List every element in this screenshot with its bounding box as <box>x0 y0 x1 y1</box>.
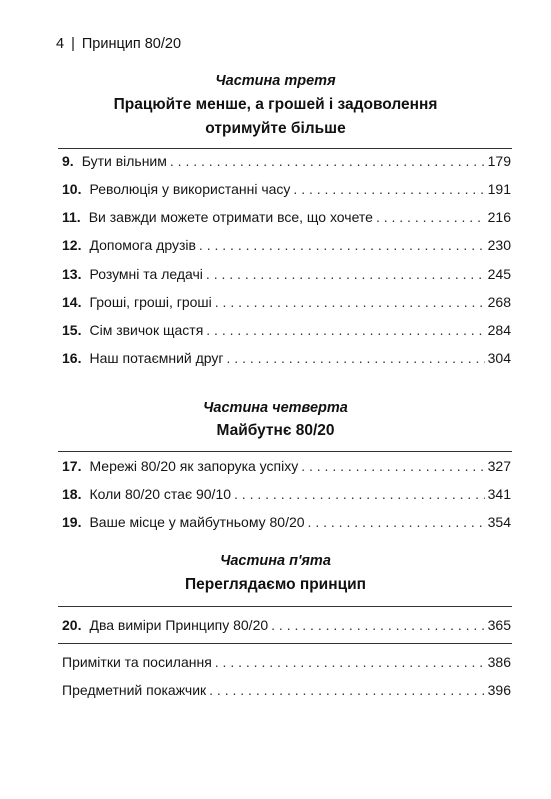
toc-entry[interactable] <box>62 486 511 504</box>
toc-entry-title: Коли 80/20 стає 90/10 <box>89 486 232 502</box>
toc-entry-page: 245 <box>487 266 511 282</box>
toc-entry[interactable] <box>62 322 511 340</box>
toc-dot-leader <box>215 654 485 670</box>
toc-entry-page: 341 <box>487 486 511 502</box>
toc-entry[interactable] <box>62 617 511 635</box>
part-four-divider <box>58 451 512 452</box>
part-five-title: Переглядаємо принцип <box>184 576 366 593</box>
toc-entry-number: 20. <box>62 617 82 633</box>
toc-entry-number: 13. <box>62 266 82 282</box>
toc-entry-page: 268 <box>487 294 511 310</box>
toc-entry-number: 19. <box>62 514 82 530</box>
part-four-label: Частина четверта <box>203 400 348 416</box>
toc-dot-leader <box>170 153 485 169</box>
part-three-title-line-2: отримуйте більше <box>205 120 346 137</box>
running-head <box>56 36 181 52</box>
toc-entry[interactable] <box>62 294 511 312</box>
toc-entry-number: 18. <box>62 486 82 502</box>
toc-entry-number: 11. <box>62 209 81 225</box>
toc-dot-leader <box>234 486 485 502</box>
book-title: Принцип 80/20 <box>81 36 182 52</box>
toc-entry-page: 216 <box>487 209 511 225</box>
toc-entry-index[interactable] <box>62 682 511 700</box>
toc-entry-title: Революція у використанні часу <box>89 181 291 197</box>
toc-dot-leader <box>227 350 485 366</box>
toc-dot-leader <box>301 458 484 474</box>
toc-entry[interactable] <box>62 458 511 476</box>
toc-entry-page: 284 <box>487 322 511 338</box>
toc-entry-number: 16. <box>62 350 82 366</box>
toc-entry-notes[interactable] <box>62 654 511 672</box>
toc-dot-leader <box>209 682 484 698</box>
toc-entry-page: 179 <box>487 153 511 169</box>
toc-entry-title: Гроші, гроші, гроші <box>89 294 212 310</box>
toc-entry-title: Сім звичок щастя <box>89 322 204 338</box>
toc-entry-number: 9. <box>62 153 74 169</box>
toc-entry-title: Наш потаємний друг <box>89 350 224 366</box>
part-three-title-line-1: Працюйте менше, а грошей і задоволення <box>113 96 438 113</box>
running-head-separator: | <box>71 36 75 52</box>
toc-entry-title: Предметний покажчик <box>62 682 207 698</box>
part-three-label: Частина третя <box>215 73 336 89</box>
part-three-divider <box>58 148 512 149</box>
back-matter-divider <box>58 643 512 644</box>
toc-entry-title: Примітки та посилання <box>62 654 212 670</box>
toc-entry-page: 230 <box>487 237 511 253</box>
toc-entry[interactable] <box>62 237 511 255</box>
toc-dot-leader <box>206 266 485 282</box>
toc-entry-number: 12. <box>62 237 82 253</box>
toc-entry-page: 365 <box>487 617 511 633</box>
toc-entry-page: 191 <box>487 181 511 197</box>
toc-entry-page: 386 <box>487 654 511 670</box>
page-number: 4 <box>56 36 65 52</box>
toc-dot-leader <box>206 322 484 338</box>
toc-entry[interactable] <box>62 514 511 532</box>
toc-entry-title: Розумні та ледачі <box>89 266 203 282</box>
toc-entry-number: 10. <box>62 181 82 197</box>
toc-dot-leader <box>215 294 485 310</box>
part-five-divider <box>58 606 512 607</box>
toc-entry-page: 354 <box>487 514 511 530</box>
toc-dot-leader <box>376 209 485 225</box>
part-four-title: Майбутнє 80/20 <box>216 422 335 439</box>
toc-entry-number: 14. <box>62 294 82 310</box>
toc-entry-page: 304 <box>487 350 511 366</box>
toc-dot-leader <box>271 617 485 633</box>
toc-entry[interactable] <box>62 350 511 368</box>
toc-entry[interactable] <box>62 209 511 227</box>
toc-entry-title: Бути вільним <box>81 153 167 169</box>
toc-entry-title: Два виміри Принципу 80/20 <box>89 617 269 633</box>
toc-entry-title: Допомога друзів <box>89 237 196 253</box>
toc-entry[interactable] <box>62 181 511 199</box>
toc-entry-title: Ви завжди можете отримати все, що хочете <box>88 209 373 225</box>
toc-entry-title: Ваше місце у майбутньому 80/20 <box>89 514 305 530</box>
toc-entry[interactable] <box>62 266 511 284</box>
toc-dot-leader <box>199 237 485 253</box>
toc-entry-number: 17. <box>62 458 82 474</box>
toc-dot-leader <box>308 514 485 530</box>
toc-entry-page: 327 <box>487 458 511 474</box>
toc-entry[interactable] <box>62 153 511 171</box>
toc-entry-page: 396 <box>487 682 511 698</box>
toc-entry-number: 15. <box>62 322 82 338</box>
part-five-label: Частина п'ята <box>220 553 331 569</box>
toc-entry-title: Мережі 80/20 як запорука успіху <box>89 458 299 474</box>
toc-dot-leader <box>293 181 484 197</box>
